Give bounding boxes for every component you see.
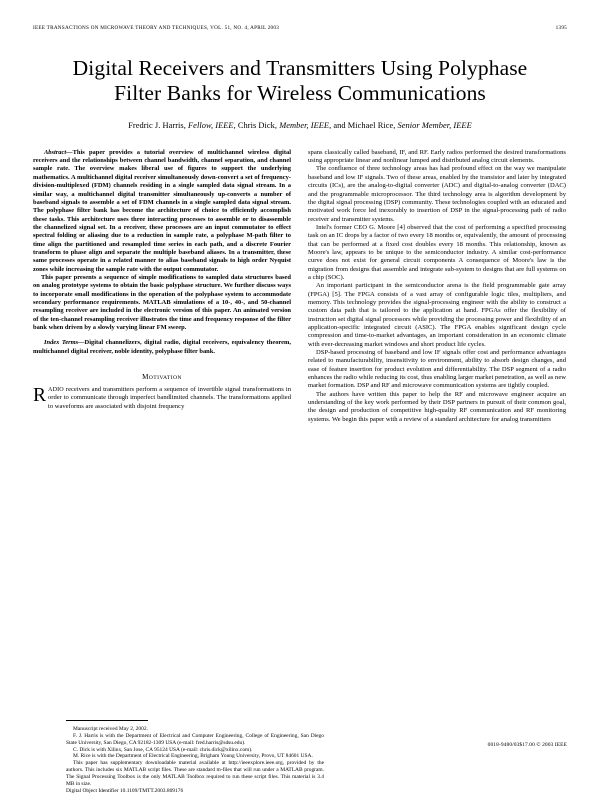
index-terms xyxy=(33,339,291,356)
footnote-affiliation-dick: C. Dick is with Xilinx, San Jose, CA 95124 USA (e-mail: chris.dick@xilinx.com). xyxy=(73,746,253,753)
footnote-rule xyxy=(66,720,148,721)
running-head-journal: IEEE TRANSACTIONS ON MICROWAVE THEORY AND TECHNIQUES, VOL. 51, NO. 4, APRIL 2003 xyxy=(33,25,280,31)
motivation-paragraph-4: An important participant in the semiconductor arena is the field programmable gate array (FPGA) [5]. The FPGA consists of a vast array of configurable logic tiles, multipliers, and memory. This technology provides the signal-processing engineer with the ability to construct a custom data path that is tailored to the application at hand. FPGAs offer the flexibility of instruction set digital signal processors while providing the processing power and flexibility of an application-specific integrated circuit (ASIC). The FPGA enables significant design cycle compression and time-to-market advantages, an important consideration in an economic climate with ever-decreasing market windows and short product life cycles. xyxy=(308,282,566,348)
author-list xyxy=(33,121,567,131)
motivation-paragraph-6: The authors have written this paper to help the RF and microwave engineer acquire an understanding of the key work performed by their DSP partners in pursuit of their common goal, the design and production of competitive high-quality RF communication and RF monitoring systems. We begin this paper with a review of a standard architecture for analog transmitters xyxy=(308,390,566,423)
issn-copyright-line: 0018-9480/03$17.00 © 2003 IEEE xyxy=(487,742,567,748)
abstract-text-1: This paper provides a tutorial overview of multichannel wireless digital receivers and the relationships between channel bandwidth, channel separation, and channel sample rate. The overview makes liberal use of figures to support the underlying mathematics. A multichannel digital receiver simultaneously down-convert a set of frequency-division-multiplexed (FDM) channels residing in a single sampled data signal stream. In a similar way, a multichannel digital transmitter simultaneously up-converts a number of baseband signals to assemble a set of FDM channels in a single sampled data signal stream. The polyphase filter bank has become the architecture of choice to efficiently accomplish these tasks. This architecture uses three interacting processes to assemble or to disassemble the channelized signal set. In a receiver, these processes are an input commutator to effect spectral folding or aliasing due to a reduction in sample rate, a polyphase M-path filter to time align the partitioned and resampled time series in each path, and a discrete Fourier transform to phase align and separate the multiple baseband aliases. In a transmitter, these same processes operate in a related manner to alias baseband signals to high order Nyquist zones while increasing the sample rate with the output commutator. xyxy=(33,148,291,273)
abstract-paragraph-1 xyxy=(33,149,291,274)
motivation-paragraph-1-continued: spans classically called baseband, IF, and RF. Early radios performed the desired transformations using appropriate linear and nonlinear lumped and distributed analog circuit elements. xyxy=(308,148,566,165)
author-2-grade: Member, IEEE xyxy=(279,120,330,130)
running-head xyxy=(33,26,567,34)
footer-bar xyxy=(33,742,567,748)
page-title xyxy=(33,56,567,107)
footnote-manuscript-date: Manuscript received May 2, 2002. xyxy=(73,725,148,732)
motivation-paragraph-5: DSP-based processing of baseband and low IF signals offer cost and performance advantages related to manufacturability, insensitivity to environment, ability to absorb design changes, and ease of feature insertion for product evolution and differentiability. The DSP segment of a radio enhances the radio while reducing its cost, thus enabling larger market penetration, as well as new market formation. DSP and RF and microwave communication systems are tightly coupled. xyxy=(308,349,566,390)
motivation-paragraph-3: Intel's former CEO G. Moore [4] observed that the cost of performing a specified processing task on an IC drops by a factor of two every 18 months or, equivalently, the amount of processing that can be performed at a fixed cost doubles every 18 months. This relationship, known as Moore's law, appears to be unique to the semiconductor industry. A similar cost-performance curve does not exist for general circuit components A consequence of Moore's law is the migration from designs that assemble and integrate sub-system to designs that are full systems on a chip (SOC). xyxy=(308,223,566,281)
abstract-paragraph-2: This paper presents a sequence of simple modifications to sampled data structures based on analog prototype systems to obtain the basic polyphase structure. We further discuss ways to incorporate small modifications in the operation of the polyphase system to accommodate secondary performance requirements. MATLAB simulations of a 10-, 40-, and 50-channel resampling receiver are included in the electronic version of this paper. An animated version of the ten-channel resampling receiver illustrates the time and frequency response of the filter bank when driven by a slowly varying linear FM sweep. xyxy=(33,273,291,332)
motivation-paragraph-1 xyxy=(33,386,291,411)
motivation-paragraph-1-text: receivers and transmitters perform a sequence of invertible signal transformations in order to communicate through imperfect bandlimited channels. The transformations applied to waveforms are associated with disjoint frequency xyxy=(48,386,291,410)
running-head-page-number: 1395 xyxy=(555,25,567,31)
footnote-doi: Digital Object Identifier 10.1109/TMTT.2003.809176 xyxy=(66,787,184,794)
motivation-paragraph-2: The confluence of three technology areas has had profound effect on the way we manipulate baseband and low IF signals. Two of these areas, enabled by the transistor and later by integrated circuits (ICs), are the analog-to-digital converter (ADC) and digital-to-analog converter (DAC) and the programmable microprocessor. The third technology area is algorithm development by the digital signal processing (DSP) community. These technologies coupled with an educated and motivated work force led inexorably to insertion of DSP in the signal-processing path of radio receiver and transmitter systems. xyxy=(308,165,566,223)
author-3-name: , and Michael Rice, xyxy=(329,120,398,130)
motivation-first-word: ADIO xyxy=(48,387,64,394)
section-heading-motivation xyxy=(33,373,291,381)
footnote-supplementary-material: This paper has supplementary downloadable material available at http://ieeexplore.ieee.org, provided by the authors. This includes six MATLAB script files. These are standard m-files that will run under a MATLAB program. The Signal Processing Toolbox is the only MATLAB Toolbox required to run these script files. This material is 3.4 MB in size. xyxy=(66,760,324,788)
index-terms-text: Digital channelizers, digital radio, digital receivers, equivalency theorem, multichannel digital receiver, noble identity, polyphase filter bank. xyxy=(33,339,291,355)
paper-title-line-2: Filter Banks for Wireless Communications xyxy=(114,81,486,106)
column-left xyxy=(33,148,324,794)
paper-title-line-1: Digital Receivers and Transmitters Using Polyphase xyxy=(72,56,528,80)
title-block xyxy=(33,56,567,131)
author-2-name: , Chris Dick, xyxy=(233,120,280,130)
abstract-lead-in: Abstract— xyxy=(44,148,73,156)
column-right xyxy=(308,149,566,424)
index-terms-lead-in: Index Terms— xyxy=(44,339,85,347)
section-heading-rest: OTIVATION xyxy=(148,375,182,382)
footnote-block xyxy=(66,720,324,795)
first-paragraph-wrapper xyxy=(33,386,291,411)
drop-cap: R xyxy=(33,385,47,407)
footnote-affiliation-harris: F. J. Harris is with the Department of Electrical and Computer Engineering, College of Engineering, San Diego State University, San Diego, CA 92182-1309 USA (e-mail: fred.harris@sdsu.edu). xyxy=(66,732,324,746)
section-heading-initial: M xyxy=(142,373,149,382)
author-1-name: Fredric J. Harris, xyxy=(128,120,189,130)
footnote-affiliation-rice: M. Rice is with the Department of Electrical Engineering, Brigham Young University, Provo, UT 84601 USA. xyxy=(73,753,313,760)
author-1-grade: Fellow, IEEE xyxy=(188,120,234,130)
author-3-grade: Senior Member, IEEE xyxy=(397,120,472,130)
